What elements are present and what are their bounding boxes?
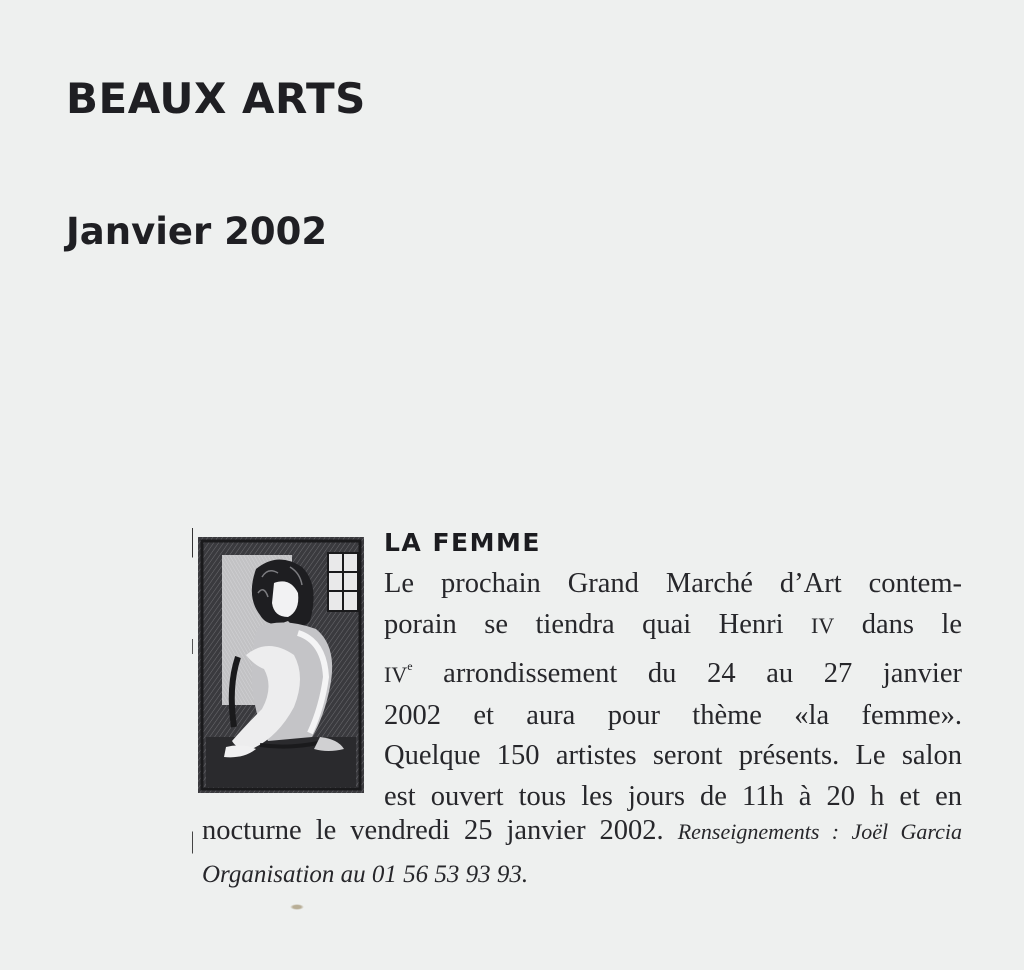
article-text: porain se tiendra quai Henri [384, 608, 812, 640]
article-title: LA FEMME [384, 528, 541, 557]
clipping-cut-edge [192, 528, 193, 898]
article-line: Le prochain Grand Marché d’Art contem- [384, 568, 962, 599]
page-header-title: BEAUX ARTS [66, 74, 366, 123]
article-tail [202, 810, 962, 896]
article-text: dans le [834, 608, 962, 640]
page-header-date: Janvier 2002 [66, 210, 328, 253]
article-line [384, 605, 962, 647]
article-line [202, 853, 962, 896]
article-body [384, 564, 962, 818]
paper-speck [290, 904, 304, 910]
article-line [202, 810, 962, 853]
article-line: 2002 et aura pour thème «la femme». [384, 699, 962, 731]
article-text: arrondissement du 24 au 27 janvier [412, 658, 962, 690]
seated-woman-illustration-icon [198, 537, 364, 793]
press-clipping [186, 520, 976, 920]
superscript: e [407, 659, 413, 674]
article-line [384, 646, 962, 696]
article-line: est ouvert tous les jours de 11h à 20 h et en [384, 780, 962, 812]
article-line: Quelque 150 artistes seront présents. Le salon [384, 740, 962, 772]
phone-number: 01 56 53 93 93. [371, 861, 529, 888]
article-text: nocturne le vendredi 25 janvier 2002. [202, 815, 678, 846]
contact-info: Renseignements : Joël Garcia [677, 819, 962, 844]
roman-numeral: IV [384, 662, 408, 688]
roman-numeral: IV [811, 612, 835, 638]
contact-info: Organisation au [202, 861, 372, 888]
